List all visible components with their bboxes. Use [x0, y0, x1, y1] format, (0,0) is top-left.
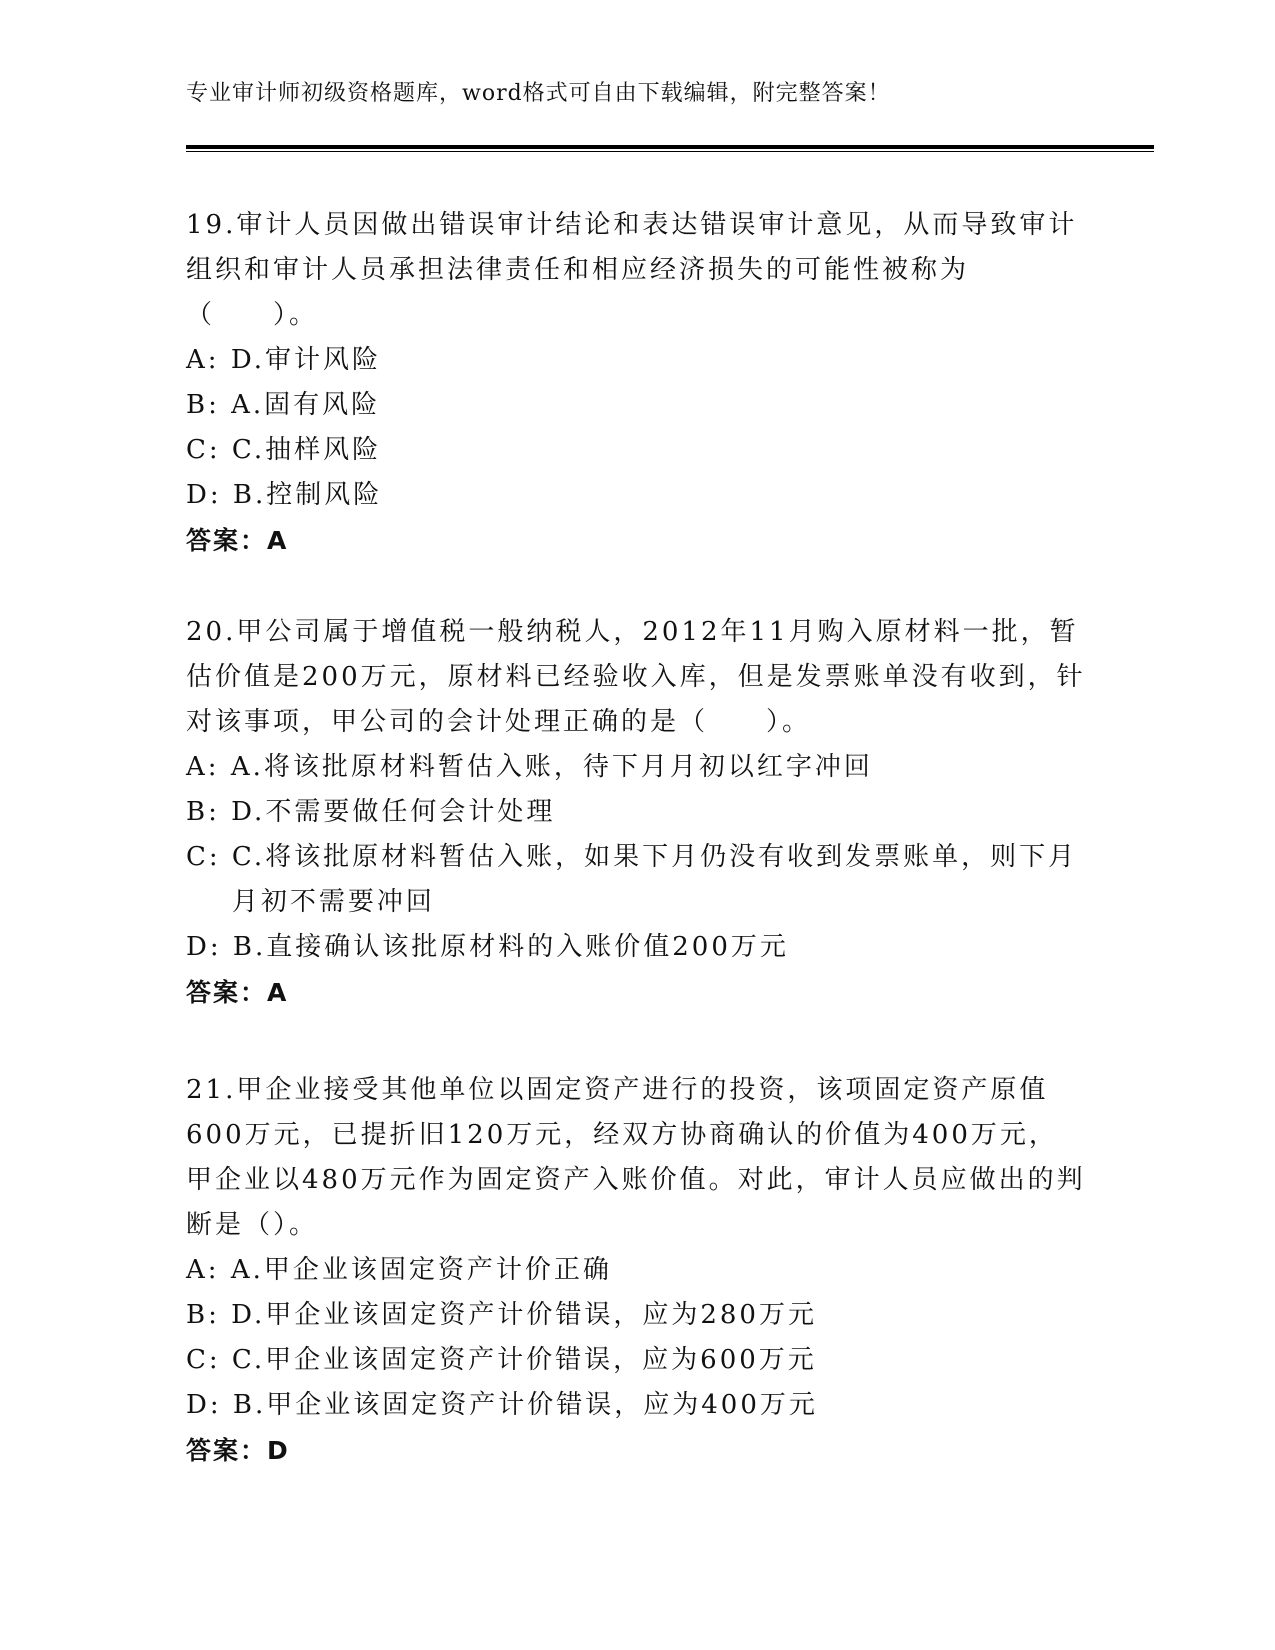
header-rule-thick	[186, 145, 1154, 149]
option-text: D.甲企业该固定资产计价错误，应为280万元	[231, 1300, 817, 1330]
answer-line: 答案：A	[186, 526, 289, 555]
answer-line: 答案：D	[186, 1436, 290, 1465]
option-c	[186, 428, 1086, 473]
option-key: A:	[186, 345, 231, 375]
option-b	[186, 1293, 1086, 1338]
option-a	[186, 745, 1086, 790]
option-text: D.不需要做任何会计处理	[231, 797, 556, 827]
option-key: C:	[186, 842, 232, 872]
option-text: B.控制风险	[232, 480, 383, 510]
option-key: D:	[186, 932, 233, 962]
header-rule-thin	[186, 151, 1154, 152]
option-key: C:	[186, 435, 232, 465]
option-key: D:	[186, 480, 233, 510]
option-a	[186, 338, 1086, 383]
option-key: B:	[186, 797, 232, 827]
option-text: C.抽样风险	[231, 435, 382, 465]
question-19	[186, 203, 1086, 563]
page-header-text: 专业审计师初级资格题库，word格式可自由下载编辑，附完整答案！	[186, 81, 891, 106]
option-d	[186, 925, 1086, 970]
option-key: D:	[186, 1390, 233, 1420]
option-text: A.甲企业该固定资产计价正确	[230, 1255, 612, 1285]
option-key: A:	[186, 1255, 231, 1285]
option-text: A.将该批原材料暂估入账，待下月月初以红字冲回	[230, 752, 873, 782]
option-text: C.甲企业该固定资产计价错误，应为600万元	[231, 1345, 817, 1375]
option-text: D.审计风险	[230, 345, 381, 375]
option-key: B:	[186, 390, 232, 420]
option-b	[186, 790, 1086, 835]
option-text: C.将该批原材料暂估入账，如果下月仍没有收到发票账单，则下月月初不需要冲回	[231, 842, 1078, 917]
question-20	[186, 610, 1086, 1015]
option-c	[186, 1338, 1086, 1383]
option-d	[186, 473, 1086, 518]
question-stem: 20.甲公司属于增值税一般纳税人，2012年11月购入原材料一批，暂估价值是200万元，原材料已经验收入库，但是发票账单没有收到，针对该事项，甲公司的会计处理正确的是（ ）。	[186, 617, 1086, 737]
option-key: B:	[186, 1300, 232, 1330]
question-stem: 21.甲企业接受其他单位以固定资产进行的投资，该项固定资产原值600万元，已提折旧120万元，经双方协商确认的价值为400万元，甲企业以480万元作为固定资产入账价值。对此，审计人员应做出的判断是（）。	[186, 1075, 1086, 1240]
question-21	[186, 1068, 1086, 1473]
option-text: B.直接确认该批原材料的入账价值200万元	[232, 932, 789, 962]
option-text: A.固有风险	[231, 390, 381, 420]
answer-line: 答案：A	[186, 978, 289, 1007]
question-stem: 19.审计人员因做出错误审计结论和表达错误审计意见，从而导致审计组织和审计人员承担法律责任和相应经济损失的可能性被称为（ ）。	[186, 210, 1078, 330]
option-a	[186, 1248, 1086, 1293]
option-d	[186, 1383, 1086, 1428]
option-b	[186, 383, 1086, 428]
option-c	[186, 835, 1086, 925]
option-text: B.甲企业该固定资产计价错误，应为400万元	[232, 1390, 818, 1420]
option-key: C:	[186, 1345, 232, 1375]
option-key: A:	[186, 752, 231, 782]
